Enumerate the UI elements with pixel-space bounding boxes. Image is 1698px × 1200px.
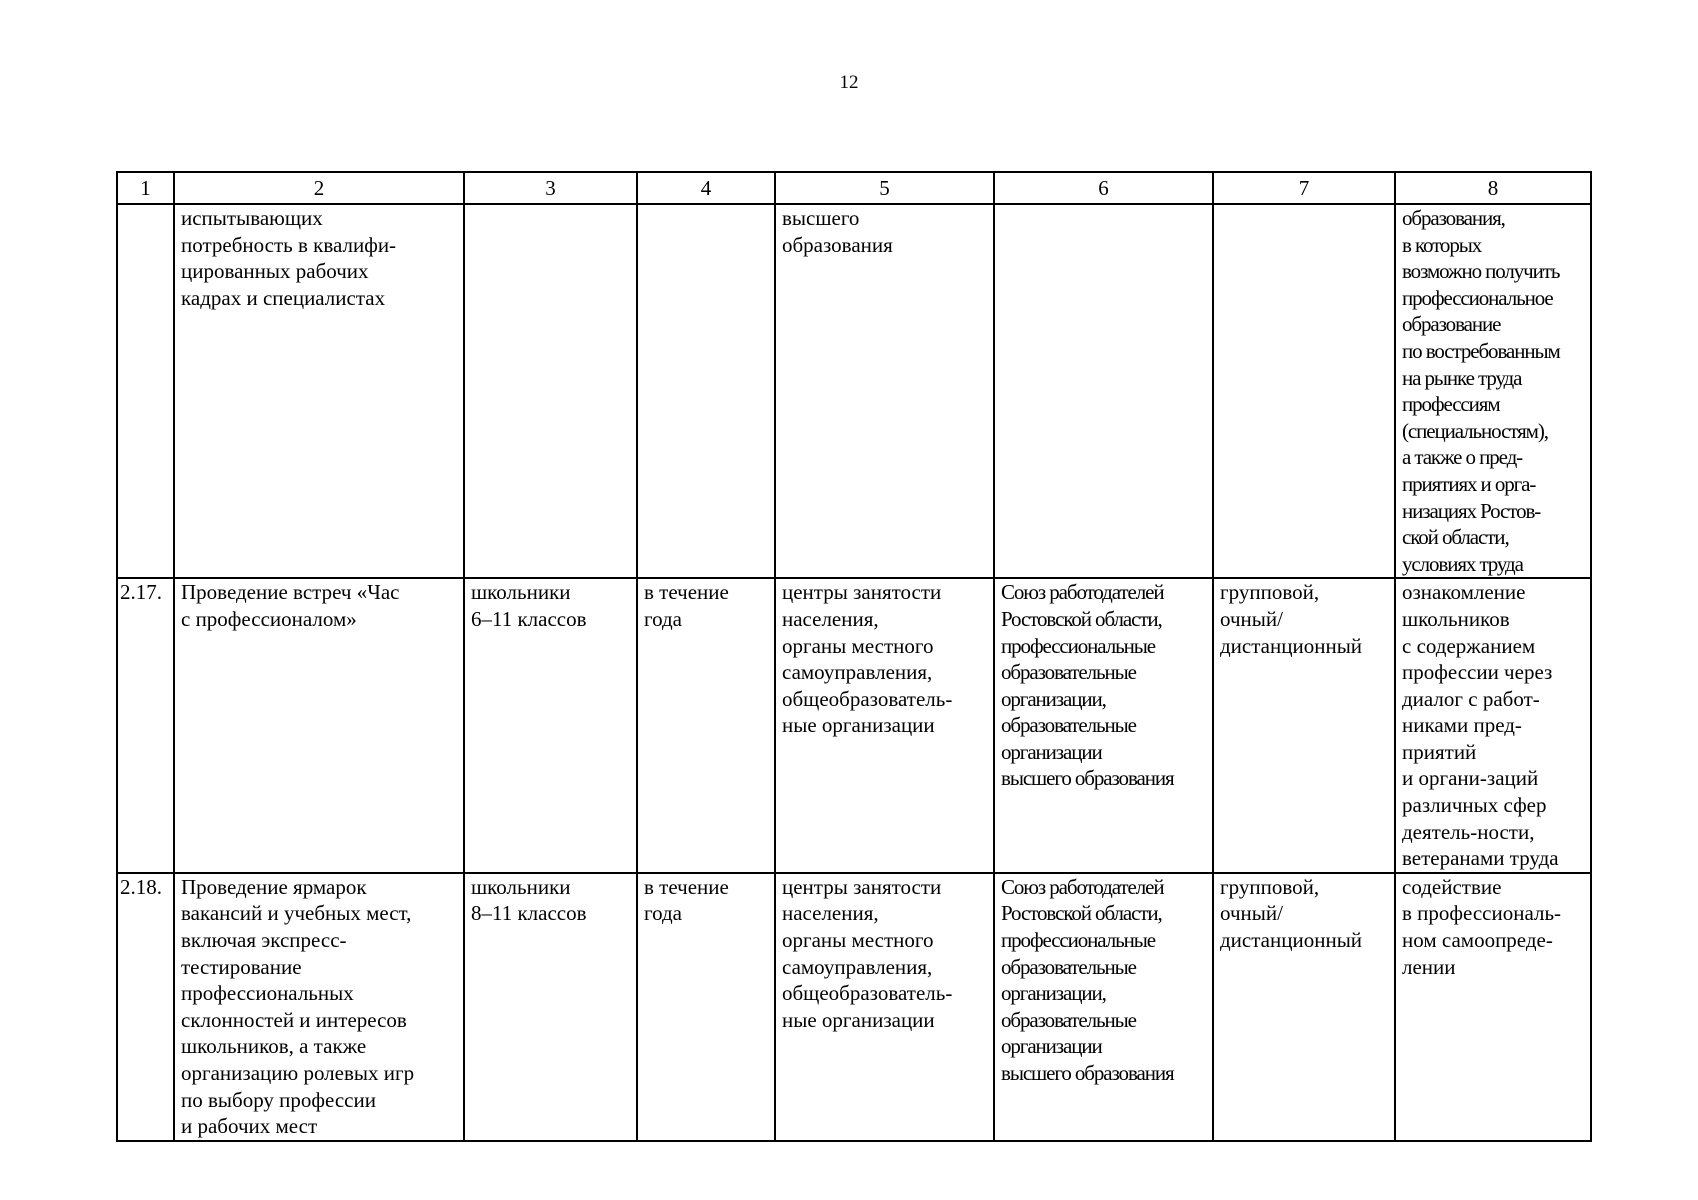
column-header-7: 7	[1213, 172, 1395, 204]
cell-event: Проведение встреч «Час с профессионалом»	[174, 578, 464, 873]
cell-event: Проведение ярмарок вакансий и учебных мест, включая экспресс- тестирование профессиональных склонностей и интересов школьников, а также организацию ролевых игр по выбору профессии и рабочих мест	[174, 873, 464, 1141]
column-header-2: 2	[174, 172, 464, 204]
table-row-2-18	[117, 873, 1591, 1141]
column-header-1: 1	[117, 172, 174, 204]
cell-period: в течение года	[637, 578, 775, 873]
cell-number: 2.18.	[117, 873, 174, 1141]
cell-result: содействие в профессиональ- ном самоопреде- лении	[1395, 873, 1591, 1141]
cell-executors: высшего образования	[775, 204, 994, 578]
cell-period	[637, 204, 775, 578]
cell-executors: центры занятости населения, органы местного самоуправления, общеобразователь- ные организации	[775, 873, 994, 1141]
cell-participants	[464, 204, 637, 578]
cell-participants: школьники 6–11 классов	[464, 578, 637, 873]
table-row-2-17	[117, 578, 1591, 873]
column-header-8: 8	[1395, 172, 1591, 204]
column-header-6: 6	[994, 172, 1213, 204]
cell-executors: центры занятости населения, органы местного самоуправления, общеобразователь- ные организации	[775, 578, 994, 873]
cell-result: ознакомление школьников с содержанием профессии через диалог с работ- никами пред- приятий и органи-заций различных сфер деятель-ности, ветеранами труда	[1395, 578, 1591, 873]
cell-number	[117, 204, 174, 578]
cell-form: групповой, очный/ дистанционный	[1213, 873, 1395, 1141]
activity-table	[116, 171, 1592, 1142]
cell-form	[1213, 204, 1395, 578]
column-header-3: 3	[464, 172, 637, 204]
cell-partners	[994, 204, 1213, 578]
cell-result: образования, в которых возможно получить профессиональное образование по востребованным на рынке труда профессиям (специальностям), а также о пред- приятиях и орга- низациях Ростов- ской области, условиях труда	[1395, 204, 1591, 578]
cell-form: групповой, очный/ дистанционный	[1213, 578, 1395, 873]
column-header-5: 5	[775, 172, 994, 204]
column-header-4: 4	[637, 172, 775, 204]
cell-partners: Союз работодателей Ростовской области, профессиональные образовательные организации, образовательные организации высшего образования	[994, 578, 1213, 873]
header-row	[117, 172, 1591, 204]
cell-participants: школьники 8–11 классов	[464, 873, 637, 1141]
page-number: 12	[839, 72, 859, 93]
table-row-continuation	[117, 204, 1591, 578]
cell-number: 2.17.	[117, 578, 174, 873]
cell-event: испытывающих потребность в квалифи- цированных рабочих кадрах и специалистах	[174, 204, 464, 578]
cell-period: в течение года	[637, 873, 775, 1141]
cell-partners: Союз работодателей Ростовской области, профессиональные образовательные организации, образовательные организации высшего образования	[994, 873, 1213, 1141]
